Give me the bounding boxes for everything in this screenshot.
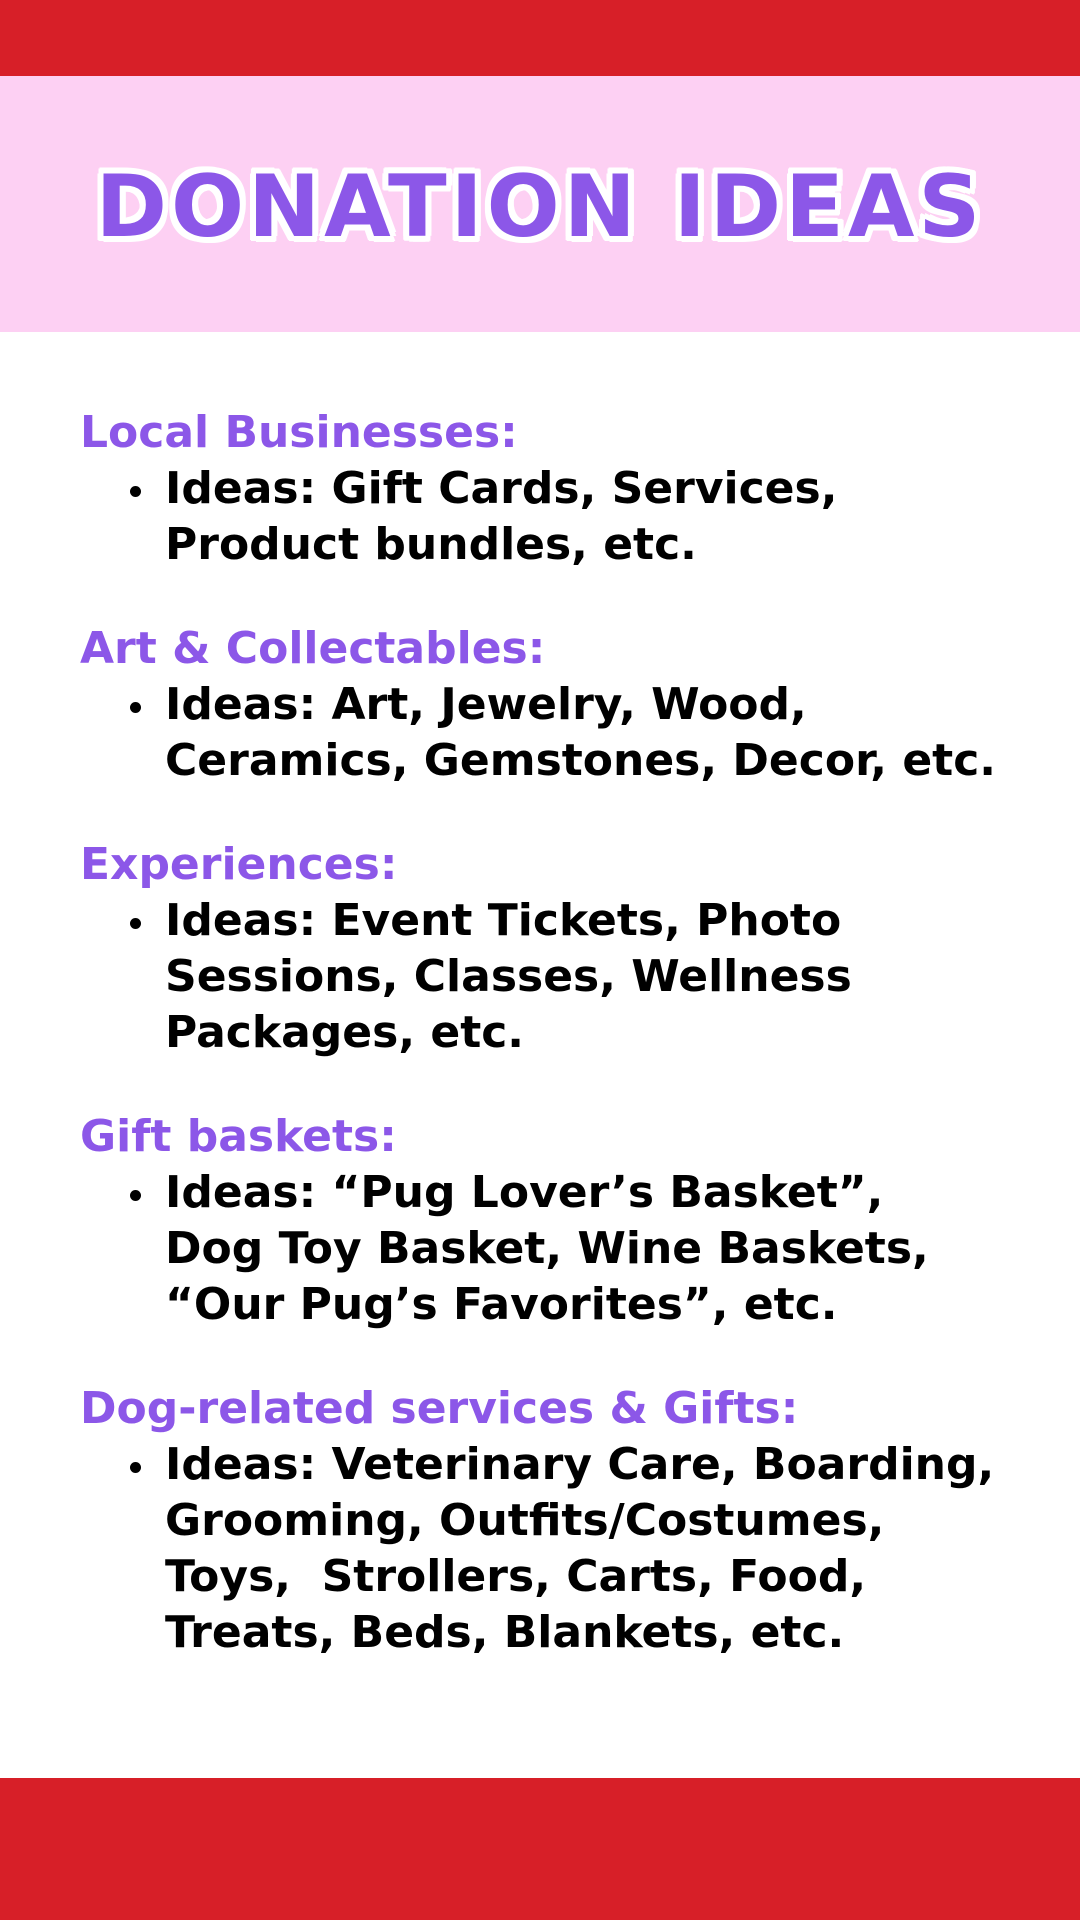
top-red-band <box>0 0 1080 76</box>
bullet-line: Sessions, Classes, Wellness <box>165 951 852 1002</box>
bullet-dot-icon <box>130 918 141 929</box>
bullet-item <box>80 461 1040 573</box>
bullet-line: Ideas: Veterinary Care, Boarding, <box>165 1439 995 1490</box>
donation-ideas-list <box>80 405 1040 1709</box>
bullet-item <box>80 1165 1040 1333</box>
bullet-list <box>80 893 1040 1061</box>
bullet-item <box>80 1437 1040 1661</box>
section-gift-baskets <box>80 1109 1040 1333</box>
bullet-line: Dog Toy Basket, Wine Baskets, <box>165 1223 929 1274</box>
bullet-line: Toys, Strollers, Carts, Food, <box>165 1551 867 1602</box>
bottom-red-band <box>0 1778 1080 1920</box>
bullet-list <box>80 1437 1040 1661</box>
bullet-line: Product bundles, etc. <box>165 519 697 570</box>
bullet-line: Treats, Beds, Blankets, etc. <box>165 1607 845 1658</box>
section-heading: Gift baskets: <box>80 1111 397 1162</box>
bullet-item <box>80 893 1040 1061</box>
bullet-line: Ideas: Gift Cards, Services, <box>165 463 838 514</box>
title-banner <box>0 76 1080 332</box>
bullet-line: Packages, etc. <box>165 1007 525 1058</box>
bullet-line: Ideas: Art, Jewelry, Wood, <box>165 679 807 730</box>
section-art-collectables <box>80 621 1040 789</box>
section-experiences <box>80 837 1040 1061</box>
bullet-item <box>80 677 1040 789</box>
section-dog-related-services <box>80 1381 1040 1661</box>
bullet-line: Ceramics, Gemstones, Decor, etc. <box>165 735 997 786</box>
section-heading: Experiences: <box>80 839 398 890</box>
bullet-list <box>80 1165 1040 1333</box>
section-local-businesses <box>80 405 1040 573</box>
section-heading: Art & Collectables: <box>80 623 546 674</box>
section-heading: Local Businesses: <box>80 407 518 458</box>
bullet-line: Ideas: Event Tickets, Photo <box>165 895 842 946</box>
bullet-dot-icon <box>130 486 141 497</box>
bullet-list <box>80 677 1040 789</box>
bullet-dot-icon <box>130 1190 141 1201</box>
bullet-list <box>80 461 1040 573</box>
bullet-dot-icon <box>130 702 141 713</box>
bullet-line: “Our Pug’s Favorites”, etc. <box>165 1279 838 1330</box>
bullet-line: Grooming, Outfits/Costumes, <box>165 1495 885 1546</box>
page-title: DONATION IDEAS <box>95 157 985 257</box>
bullet-line: Ideas: “Pug Lover’s Basket”, <box>165 1167 884 1218</box>
bullet-dot-icon <box>130 1462 141 1473</box>
section-heading: Dog-related services & Gifts: <box>80 1383 799 1434</box>
